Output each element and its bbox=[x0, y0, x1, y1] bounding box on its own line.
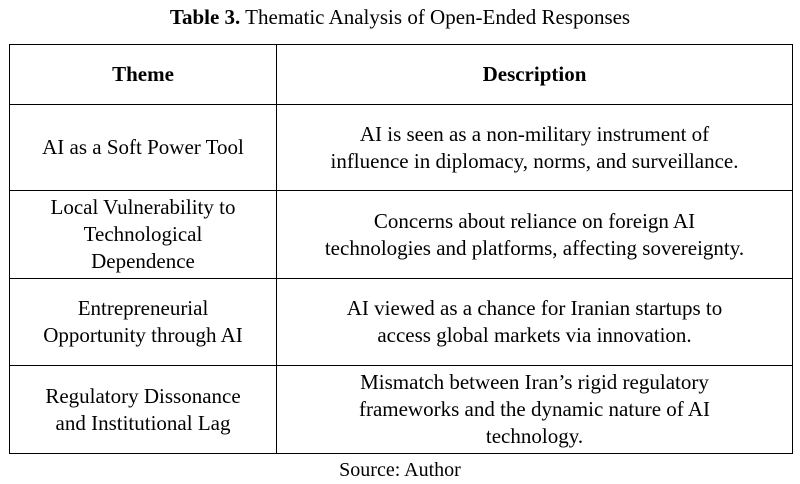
table-row bbox=[10, 366, 793, 454]
description-line: technologies and platforms, affecting sovereignty. bbox=[324, 235, 745, 260]
description-line: Concerns about reliance on foreign AI bbox=[373, 208, 696, 233]
theme-line: Local Vulnerability to bbox=[50, 195, 236, 219]
source-note: Source: Author bbox=[339, 459, 461, 481]
description-line: access global markets via innovation. bbox=[377, 323, 692, 347]
theme-line: Regulatory Dissonance bbox=[45, 383, 241, 408]
column-header-description: Description bbox=[277, 45, 793, 105]
theme-line: AI as a Soft Power Tool bbox=[42, 135, 244, 159]
description-line: technology. bbox=[485, 424, 584, 448]
table-row bbox=[10, 191, 793, 279]
theme-line: Dependence bbox=[91, 249, 195, 273]
description-line: AI is seen as a non-military instrument of bbox=[359, 121, 710, 146]
table-row bbox=[10, 279, 793, 366]
table-header-row bbox=[10, 45, 793, 105]
theme-cell bbox=[10, 191, 277, 279]
description-cell bbox=[277, 279, 793, 366]
table-caption-label: Table 3. bbox=[169, 5, 241, 29]
theme-cell bbox=[10, 366, 277, 454]
table-caption bbox=[0, 4, 800, 30]
description-line: AI viewed as a chance for Iranian startups to bbox=[346, 296, 723, 320]
column-header-theme: Theme bbox=[10, 45, 277, 105]
description-cell bbox=[277, 191, 793, 279]
thematic-analysis-table bbox=[9, 44, 793, 454]
theme-cell bbox=[10, 279, 277, 366]
description-cell bbox=[277, 105, 793, 191]
theme-line: Entrepreneurial bbox=[77, 296, 209, 320]
description-line: frameworks and the dynamic nature of AI bbox=[358, 397, 711, 421]
theme-line: Opportunity through AI bbox=[43, 323, 243, 347]
table-caption-title: Thematic Analysis of Open-Ended Responses bbox=[240, 5, 631, 29]
table-row bbox=[10, 105, 793, 191]
theme-cell bbox=[10, 105, 277, 191]
theme-line: and Institutional Lag bbox=[55, 410, 231, 435]
description-line: influence in diplomacy, norms, and surveillance. bbox=[330, 148, 739, 173]
description-line: Mismatch between Iran’s rigid regulatory bbox=[360, 370, 709, 394]
description-cell bbox=[277, 366, 793, 454]
theme-line: Technological bbox=[83, 222, 203, 246]
